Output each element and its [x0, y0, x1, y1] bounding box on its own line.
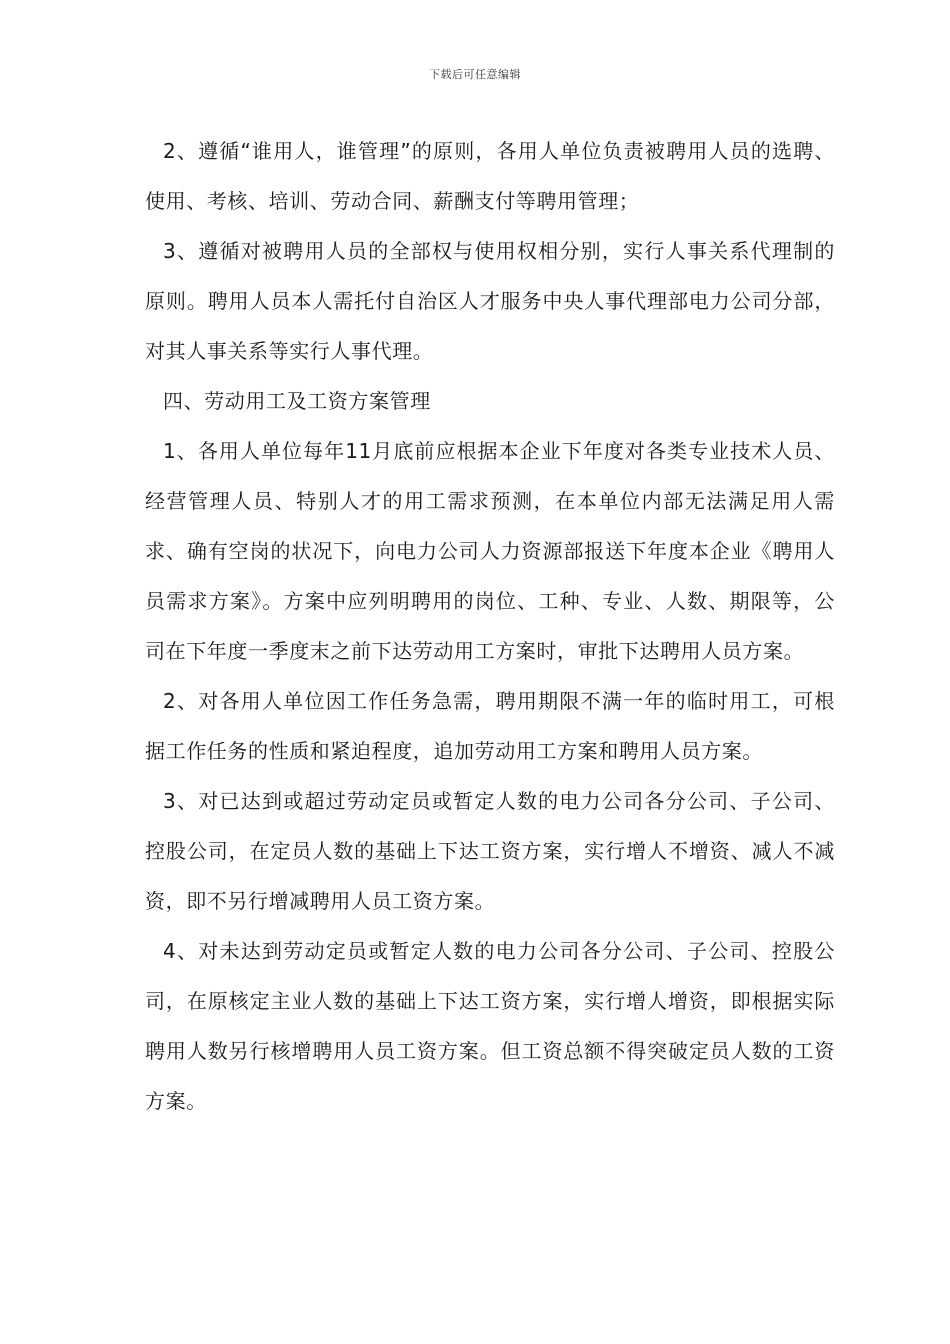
paragraph-item-1: 1、各用人单位每年11月底前应根据本企业下年度对各类专业技术人员、经营管理人员、特别人才的用工需求预测，在本单位内部无法满足用人需求、确有空岗的状况下，向电力公司人力资源部报送下年度本企业《聘用人员需求方案》。方案中应列明聘用的岗位、工种、专业、人数、期限等，公司在下年度一季度末之前下达劳动用工方案时，审批下达聘用人员方案。: [145, 439, 835, 663]
paragraph-principle-2: 2、遵循“谁用人，谁管理”的原则，各用人单位负责被聘用人员的选聘、使用、考核、培训、劳动合同、薪酬支付等聘用管理；: [145, 139, 835, 213]
paragraph-item-3: 3、对已达到或超过劳动定员或暂定人数的电力公司各分公司、子公司、控股公司，在定员人数的基础上下达工资方案，实行增人不增资、减人不减资，即不另行增减聘用人员工资方案。: [145, 789, 835, 913]
paragraph-principle-3: 3、遵循对被聘用人员的全部权与使用权相分别，实行人事关系代理制的原则。聘用人员本人需托付自治区人才服务中央人事代理部电力公司分部，对其人事关系等实行人事代理。: [145, 239, 835, 363]
section-heading-4: 四、劳动用工及工资方案管理: [163, 389, 431, 413]
document-body: [145, 126, 835, 1126]
paragraph-item-4: 4、对未达到劳动定员或暂定人数的电力公司各分公司、子公司、控股公司，在原核定主业人数的基础上下达工资方案，实行增人增资，即根据实际聘用人数另行核增聘用人员工资方案。但工资总额不得突破定员人数的工资方案。: [145, 939, 835, 1113]
header-note: 下载后可任意编辑: [429, 68, 521, 81]
paragraph-item-2: 2、对各用人单位因工作任务急需，聘用期限不满一年的临时用工，可根据工作任务的性质和紧迫程度，追加劳动用工方案和聘用人员方案。: [145, 689, 835, 763]
